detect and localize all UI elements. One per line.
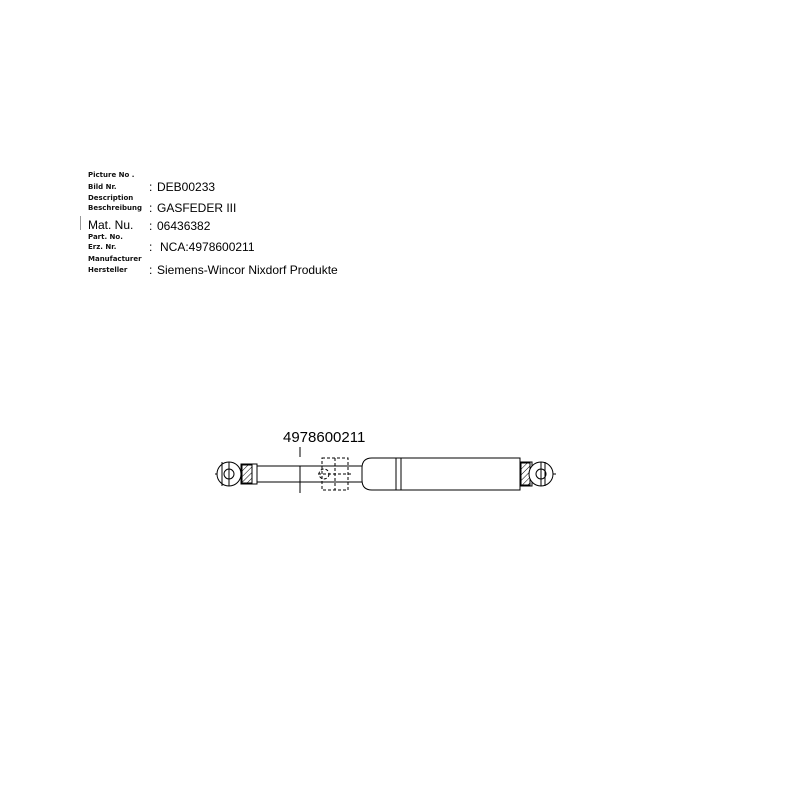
separator: : [149,240,153,254]
label-mat-nu: Mat. Nu. [88,218,134,232]
value-mat-nu: 06436382 [157,219,211,233]
piston-rod [257,466,362,493]
label-beschreibung: Beschreibung [88,204,142,212]
value-beschreibung: GASFEDER III [157,201,237,215]
right-eye-fitting [520,462,556,486]
cylinder-body [362,458,520,490]
separator: : [149,263,153,277]
label-manufacturer: Manufacturer [88,255,142,263]
value-erz-nr: NCA:4978600211 [160,240,255,254]
separator: : [149,219,153,233]
separator: : [149,201,153,215]
stroke-indicator [318,458,352,490]
label-hersteller: Hersteller [88,266,128,274]
label-erz-nr: Erz. Nr. [88,243,117,251]
label-part-no: Part. No. [88,233,123,241]
value-hersteller: Siemens-Wincor Nixdorf Produkte [157,263,338,277]
drawing-part-number: 4978600211 [283,429,366,446]
separator: : [149,180,153,194]
label-picture-no: Picture No . [88,171,135,179]
label-bild-nr: Bild Nr. [88,183,117,191]
left-eye-fitting [215,462,257,486]
label-description: Description [88,194,134,202]
value-bild-nr: DEB00233 [157,180,216,194]
